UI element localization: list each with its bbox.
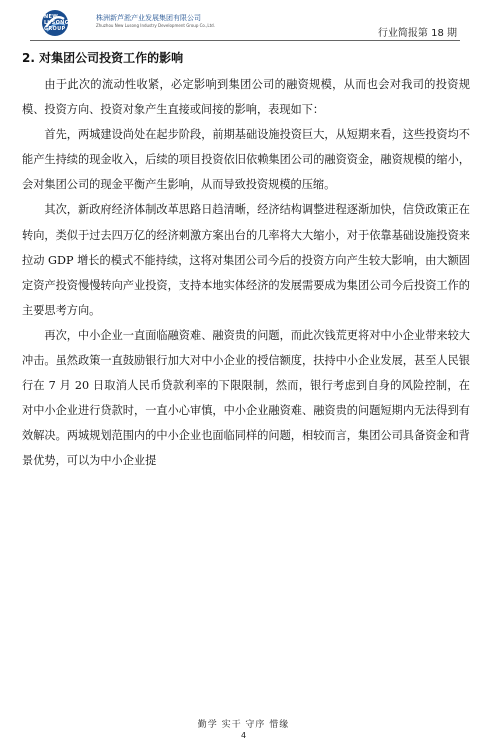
paragraph-third: 再次，中小企业一直面临融资难、融资贵的问题，而此次钱荒更将对中小企业带来较大冲击。虽然政策一直鼓励银行加大对中小企业的授信额度，扶持中小企业发展，甚至人民银行在 7 月 20 日取消人民币贷款利率的下限限制，然而，银行考虑到自身的风险控制，在对中小企业进行贷款时，一直小心审慎，中小企业融资难、融资贵的问题短期内无法得到有效解决。两城规划范围内的中小企业也面临同样的问题，相较而言，集团公司具备资金和背景优势，可以为中小企业提 [22,328,470,468]
paragraph-first: 首先，两城建设尚处在起步阶段，前期基础设施投资巨大，从短期来看，这些投资均不能产生持续的现金收入，后续的项目投资依旧依赖集团公司的融资资金，融资规模的缩小，会对集团公司的现金平衡产生影响，从而导致投资规模的压缩。 [22,128,470,192]
logo-english-text: NEW LUSONG GROUP [44,14,70,32]
paragraph-second: 其次，新政府经济体制改革思路日趋清晰，经济结构调整进程逐渐加快，信贷政策正在转向，类似于过去四万亿的经济刺激方案出台的几率将大大缩小，对于依靠基础设施投资来拉动 GDP 增长的模式不能持续，这将对集团公司今后的投资方向产生较大影响，由大额固定资产投资慢慢转向产业投资，支持本地实体经济的发展需要成为集团公司今后投资工作的主要思考方向。 [22,203,470,317]
page-header [0,0,487,46]
logo-company-english-name: Zhuzhou New Lusong Industry Development Group Co.,Ltd. [96,23,215,28]
page-number: 4 [240,731,247,740]
section-title: 2. 对集团公司投资工作的影响 [22,51,184,65]
logo-company-name: 株洲新芦淞产业发展集团有限公司 [96,14,201,22]
report-issue-title: 行业简报第 18 期 [377,28,457,39]
footer-motto: 勤学 实干 守序 惜缘 [197,720,290,730]
document-body [22,50,470,474]
header-divider [30,40,460,41]
paragraph-intro: 由于此次的流动性收紧，必定影响到集团公司的融资规模，从而也会对我司的投资规模、投资方向、投资对象产生直接或间接的影响，表现如下： [22,78,470,117]
